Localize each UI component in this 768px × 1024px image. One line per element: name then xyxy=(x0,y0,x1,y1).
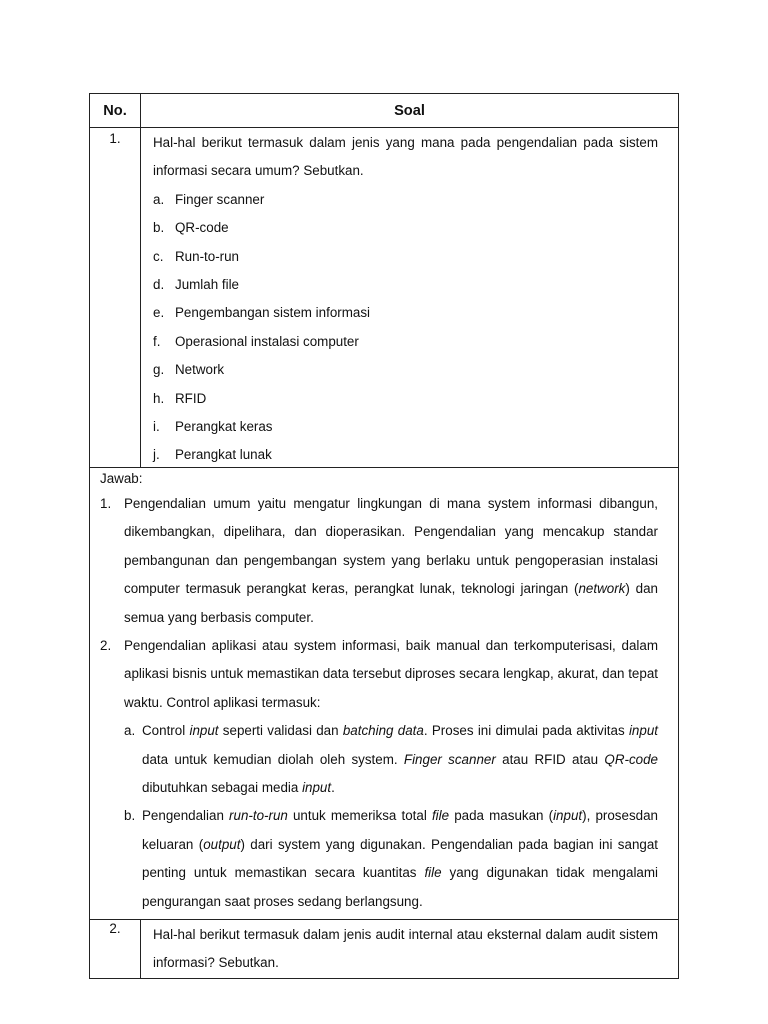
answer-item-1 xyxy=(100,490,658,632)
option-f: f. Operasional instalasi computer xyxy=(153,333,359,349)
option-c: c. Run-to-run xyxy=(153,248,240,264)
option-i: i. Perangkat keras xyxy=(153,419,273,435)
answer-item-2-number: 2. xyxy=(100,638,112,654)
question-2-number: 2. xyxy=(90,920,141,978)
answer-row xyxy=(90,468,678,920)
question-1-options xyxy=(153,186,658,470)
header-soal: Soal xyxy=(394,102,425,119)
option-a: a. Finger scanner xyxy=(153,191,265,207)
question-2-content xyxy=(141,920,678,978)
question-1-content xyxy=(141,128,678,467)
table-header-row xyxy=(90,94,678,128)
answer-label: Jawab: xyxy=(100,471,143,486)
option-j: j. Perangkat lunak xyxy=(153,447,272,463)
answer-item-1-text: Pengendalian umum yaitu mengatur lingkungan di mana system informasi dibangun, dikembangkan, dipelihara, dan dioperasikan. Pengendalian yang mencakup standar pembangunan dan pengembangan system yang berlaku untuk pengoperasian instalasi computer termasuk perangkat keras, perangkat lunak, teknologi jaringan (network) dan semua yang berbasis computer. xyxy=(124,496,658,625)
answer-item-2-text: Pengendalian aplikasi atau system informasi, baik manual dan terkomputerisasi, dalam aplikasi bisnis untuk memastikan data tersebut diproses secara lengkap, akurat, dan tepat waktu. Control aplikasi termasuk: xyxy=(124,638,658,710)
option-d: d. Jumlah file xyxy=(153,277,240,293)
question-1-text: Hal-hal berikut termasuk dalam jenis yang mana pada pengendalian pada sistem informasi secara umum? Sebutkan. xyxy=(153,135,658,179)
answer-item-2-sub-b: b. Pengendalian run-to-run untuk memeriksa total file pada masukan (input), prosesdan keluaran (output) dari system yang digunakan. Pengendalian pada bagian ini sangat penting untuk memastikan secara kuantitas file yang digunakan tidak mengalami pengurangan saat proses sedang berlangsung. xyxy=(124,808,659,909)
option-h: h. RFID xyxy=(153,390,207,406)
header-no: No. xyxy=(90,94,141,127)
option-g: g. Network xyxy=(153,362,225,378)
question-1-number: 1. xyxy=(90,128,141,467)
question-1-row xyxy=(90,128,678,468)
question-2-text: Hal-hal berikut termasuk dalam jenis audit internal atau eksternal dalam audit sistem informasi? Sebutkan. xyxy=(153,927,658,971)
answer-item-2-sub-a: a. Control input seperti validasi dan batching data. Proses ini dimulai pada aktivitas input data untuk kemudian diolah oleh system. Finger scanner atau RFID atau QR-code dibutuhkan sebagai media input. xyxy=(124,723,658,796)
question-table xyxy=(89,93,679,979)
option-e: e. Pengembangan sistem informasi xyxy=(153,305,371,321)
answer-item-1-number: 1. xyxy=(100,496,112,511)
answer-item-2 xyxy=(100,632,658,717)
option-b: b. QR-code xyxy=(153,220,229,236)
question-2-row xyxy=(90,920,678,978)
